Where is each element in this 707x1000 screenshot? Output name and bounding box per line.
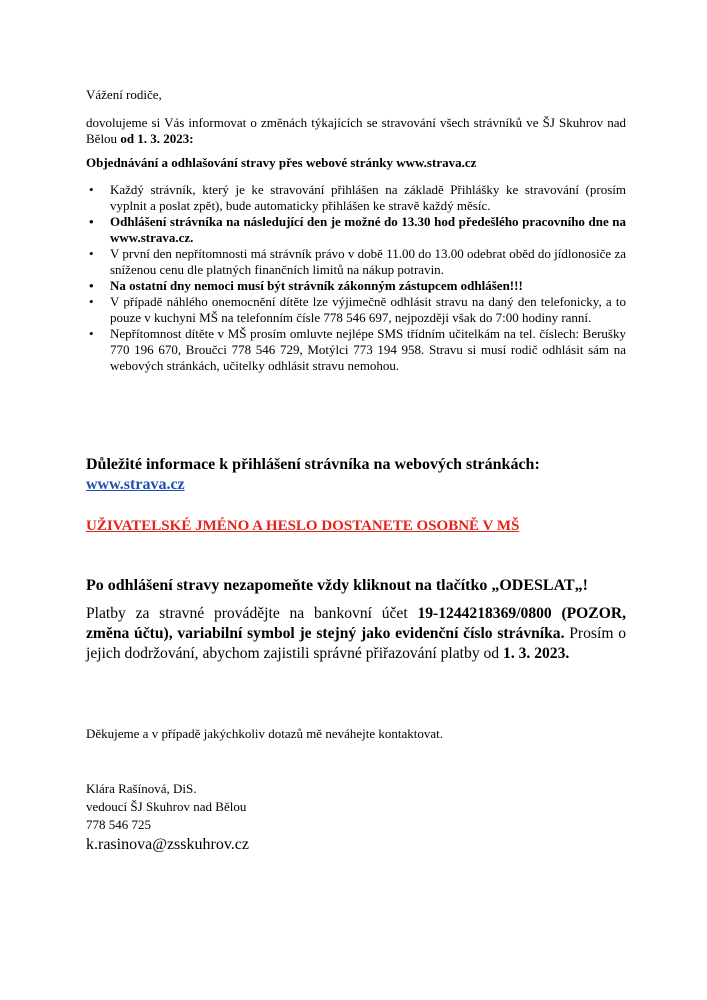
- signature-email: k.rasinova@zsskuhrov.cz: [86, 836, 249, 853]
- intro-text: dovolujeme si Vás informovat o změnách týkajících se stravování všech strávníků ve ŠJ Skuhrov nad Bělou: [86, 115, 626, 146]
- list-item-text: V případě náhlého onemocnění dítěte lze výjimečně odhlásit stravu na daný den telefonicky, a to pouze v kuchyni MŠ na telefonním čísle 778 546 697, nejpozději však do 7:00 hodiny ranní.: [110, 294, 626, 325]
- payment-text: Platby za stravné provádějte na bankovní účet: [86, 605, 418, 622]
- list-item: [86, 182, 626, 214]
- list-item-text: Na ostatní dny nemoci musí být strávník zákonným zástupcem odhlášen!!!: [110, 278, 523, 293]
- strava-link[interactable]: www.strava.cz: [86, 476, 185, 493]
- credentials-notice: UŽIVATELSKÉ JMÉNO A HESLO DOSTANETE OSOBNĚ V MŠ: [86, 518, 520, 534]
- payment-account: 19-1244218369/0800 (POZOR, změna účtu), variabilní symbol je stejný jako evidenční číslo strávníka.: [86, 605, 626, 642]
- thanks-text: Děkujeme a v případě jakýchkoliv dotazů mě neváhejte kontaktovat.: [86, 726, 444, 741]
- list-item: [86, 326, 626, 374]
- list-item: [86, 278, 626, 294]
- list-item-text: Nepřítomnost dítěte v MŠ prosím omluvte nejlépe SMS třídním učitelkám na tel. číslech: Berušky 770 196 670, Broučci 778 546 729, Motýlci 773 194 958. Stravu si musí rodič odhlásit sám na webových stránkách, učitelky odhlásit stravu nemohou.: [110, 326, 626, 373]
- intro-date: od 1. 3. 2023:: [120, 131, 194, 146]
- section-title: Objednávání a odhlašování stravy přes webové stránky www.strava.cz: [86, 155, 477, 170]
- bullet-icon: •: [89, 294, 94, 309]
- signature-phone: 778 546 725: [86, 817, 151, 832]
- signature-block: [86, 780, 626, 855]
- intro-paragraph: [86, 115, 626, 147]
- list-item: [86, 246, 626, 278]
- list-item-text: Odhlášení strávníka na následující den je možné do 13.30 hod předešlého pracovního dne na www.strava.cz.: [110, 214, 626, 245]
- rules-list: [86, 182, 626, 374]
- list-item: [86, 214, 626, 246]
- bullet-icon: •: [89, 182, 94, 197]
- payment-text-2: Prosím o jejich dodržování, abychom zajistili správné přiřazování platby od: [86, 625, 627, 662]
- signature-name: Klára Rašínová, DiS.: [86, 781, 197, 796]
- list-item: [86, 294, 626, 326]
- payment-paragraph: [86, 604, 626, 664]
- signature-role: vedoucí ŠJ Skuhrov nad Bělou: [86, 799, 247, 814]
- credentials-notice-wrap: [86, 517, 626, 535]
- bullet-icon: •: [89, 246, 94, 261]
- important-heading: Důležité informace k přihlášení strávníka na webových stránkách:: [86, 456, 540, 473]
- bullet-icon: •: [89, 326, 94, 341]
- list-item-text: V první den nepřítomnosti má strávník právo v době 11.00 do 13.00 odebrat oběd do jídlonosiče za sníženou cenu dle platných finančních limitů na nákup potravin.: [110, 246, 626, 277]
- send-reminder: Po odhlášení stravy nezapomeňte vždy kliknout na tlačítko „ODESLAT„!: [86, 577, 588, 594]
- bullet-icon: •: [89, 214, 94, 229]
- greeting: Vážení rodiče,: [86, 87, 162, 102]
- list-item-text: Každý strávník, který je ke stravování přihlášen na základě Přihlášky ke stravování (prosím vyplnit a poslat zpět), bude automaticky přihlášen ke stravě každý měsíc.: [110, 182, 626, 213]
- bullet-icon: •: [89, 278, 94, 293]
- payment-date: 1. 3. 2023.: [503, 645, 570, 662]
